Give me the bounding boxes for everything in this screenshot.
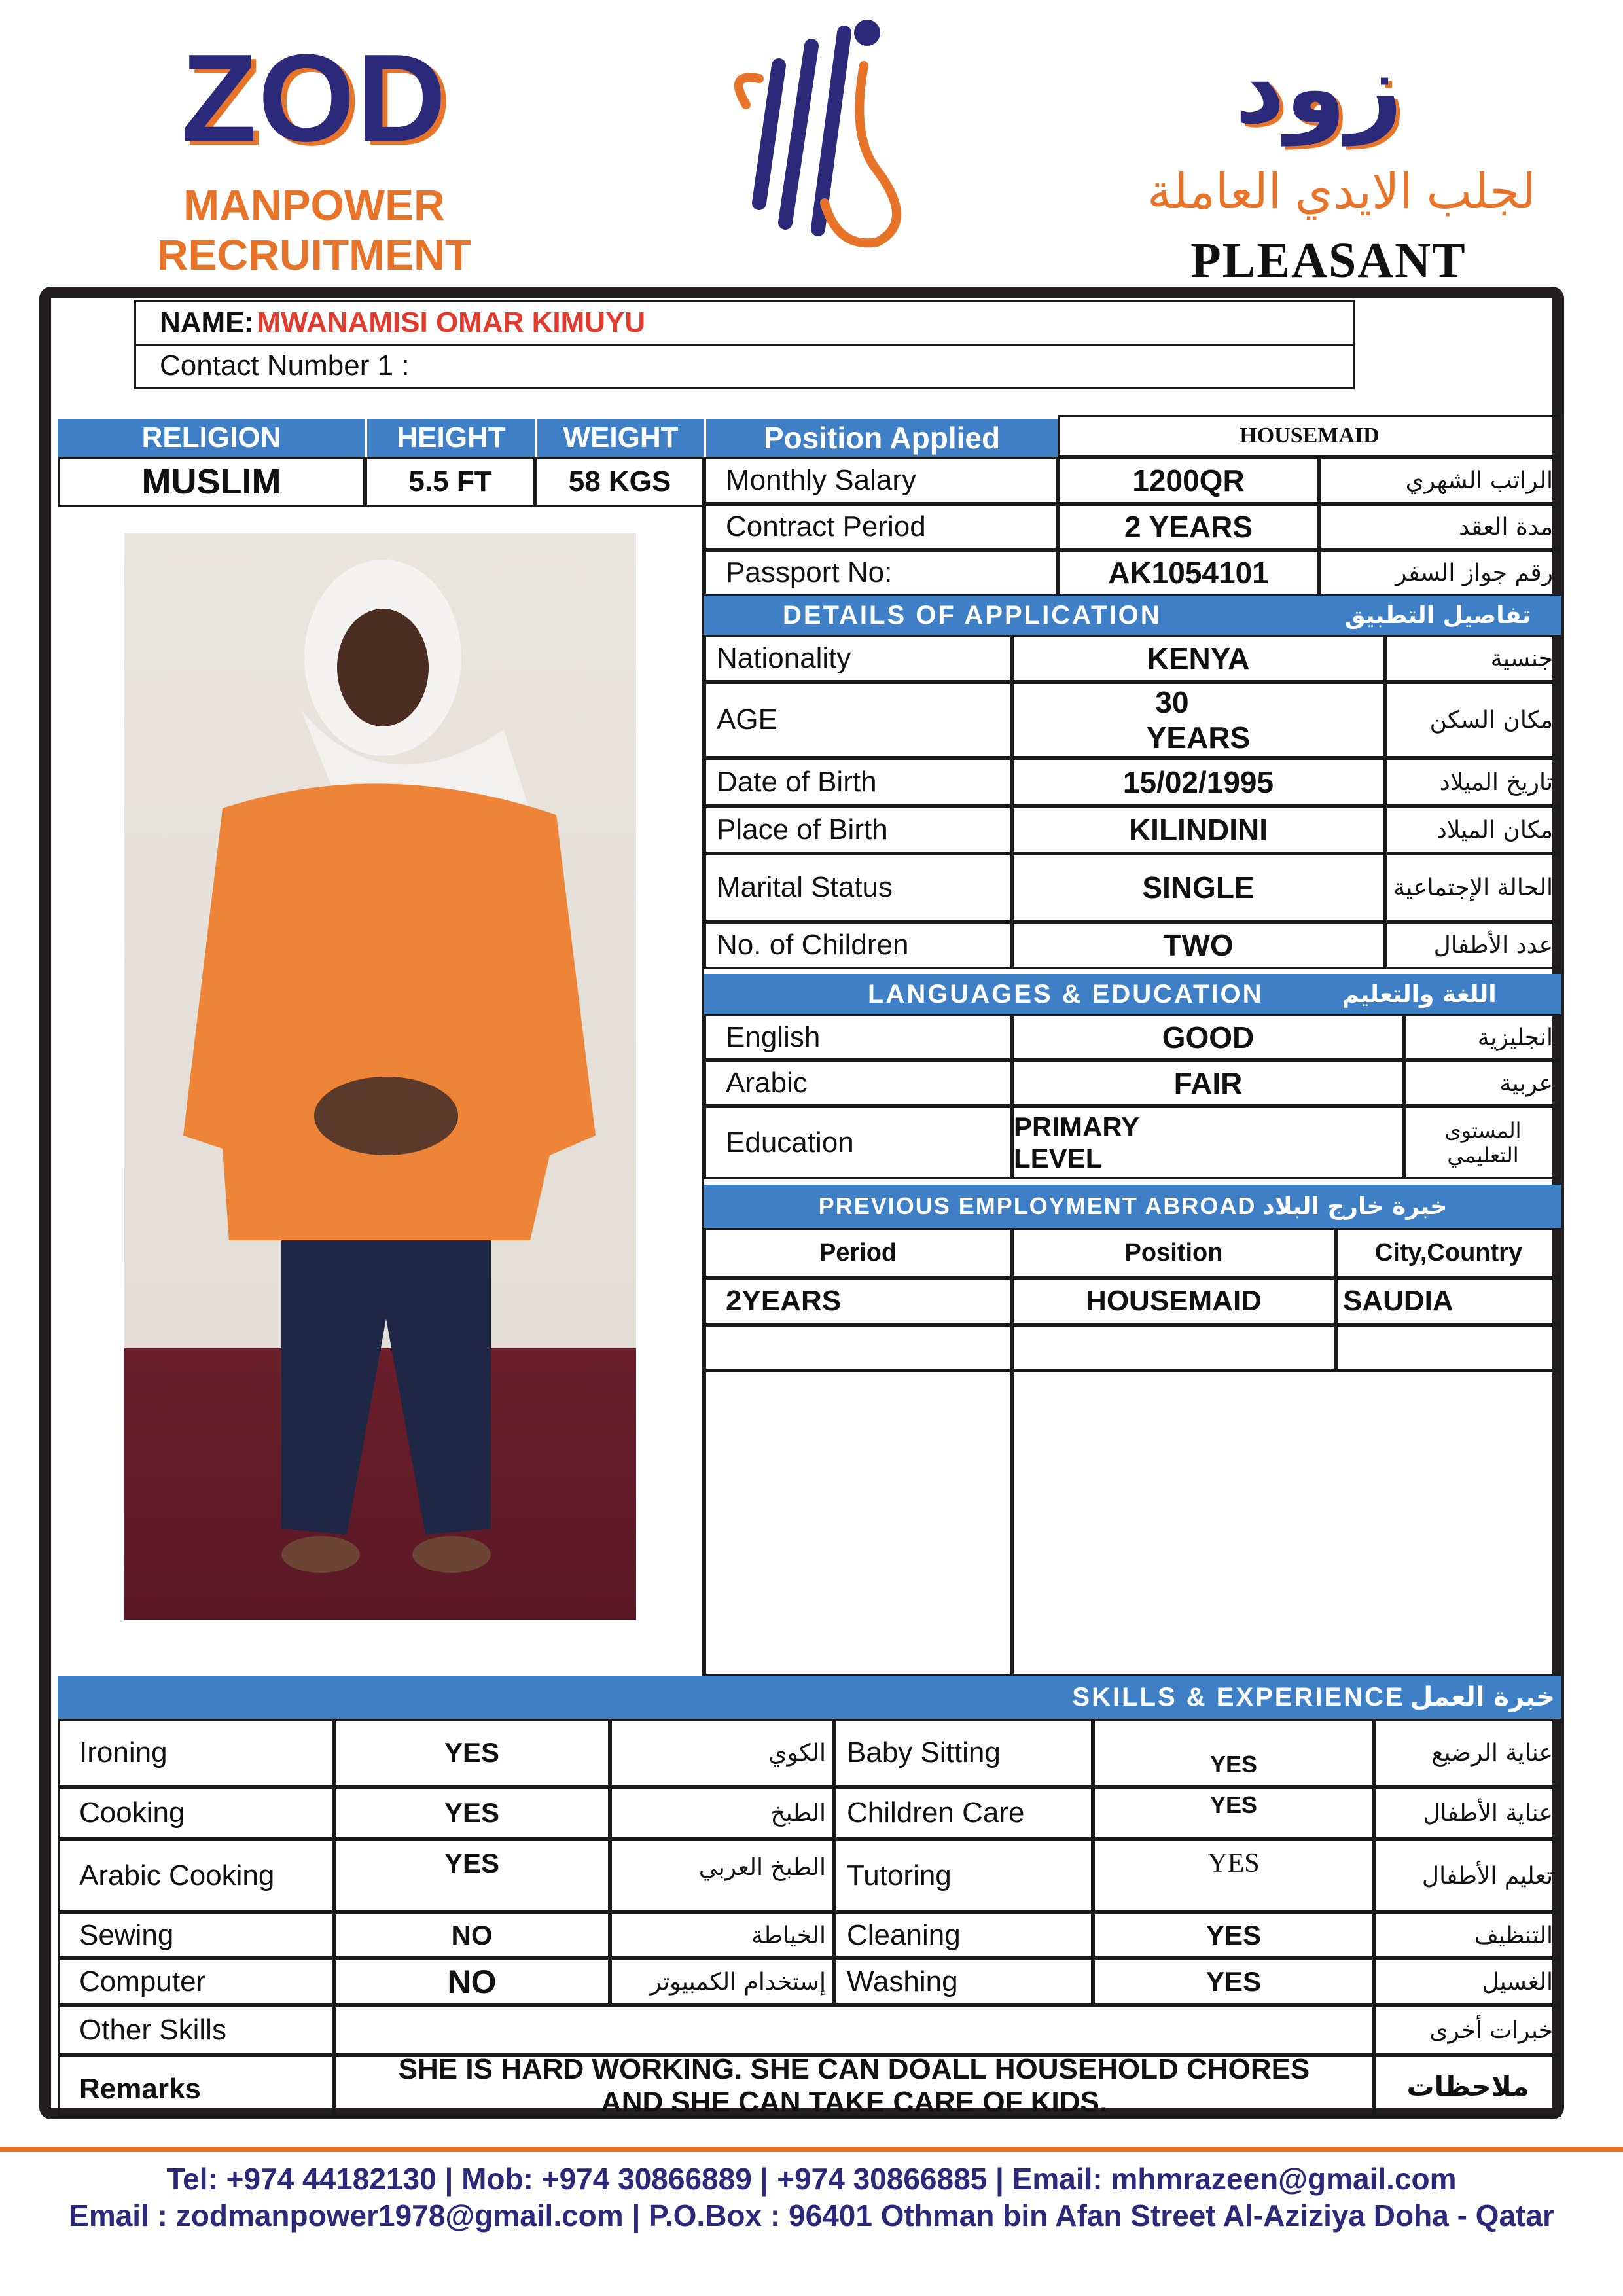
- skill-ironing-value: YES: [334, 1719, 610, 1787]
- arabic-brand-logo: زود: [1234, 33, 1403, 143]
- employment-blank-col1: [704, 1371, 1012, 1676]
- children-label: No. of Children: [704, 922, 1012, 969]
- remarks-line1: SHE IS HARD WORKING. SHE CAN DOALL HOUSEHOLD CHORES: [398, 2055, 1310, 2085]
- salary-value: 1200QR: [1058, 457, 1319, 504]
- skill-babysitting-arabic: عناية الرضيع: [1374, 1719, 1561, 1787]
- skill-washing-arabic: الغسيل: [1374, 1958, 1561, 2005]
- name-row: [134, 300, 1355, 346]
- nationality-label: Nationality: [704, 635, 1012, 682]
- education-value: [1012, 1106, 1404, 1179]
- age-value: [1012, 682, 1385, 758]
- nationality-arabic: جنسية: [1385, 635, 1561, 682]
- nationality-value: KENYA: [1012, 635, 1385, 682]
- english-arabic: انجليزية: [1404, 1014, 1561, 1060]
- employment-row-city: SAUDIA: [1336, 1278, 1561, 1325]
- age-arabic: مكان السكن: [1385, 682, 1561, 758]
- skill-childrencare-value: YES: [1093, 1787, 1374, 1839]
- marital-label: Marital Status: [704, 853, 1012, 922]
- skill-sewing-value: NO: [334, 1912, 610, 1958]
- passport-arabic: رقم جواز السفر: [1319, 550, 1561, 596]
- salary-label: Monthly Salary: [704, 457, 1058, 504]
- dob-arabic: تاريخ الميلاد: [1385, 758, 1561, 806]
- skill-computer-value: NO: [334, 1958, 610, 2005]
- religion-value: MUSLIM: [58, 457, 365, 507]
- contact-row: [134, 344, 1355, 389]
- languages-title: LANGUAGES & EDUCATION: [868, 979, 1264, 1009]
- children-arabic: عدد الأطفال: [1385, 922, 1561, 969]
- dob-value: 15/02/1995: [1012, 758, 1385, 806]
- english-value: GOOD: [1012, 1014, 1404, 1060]
- remarks-label: Remarks: [58, 2055, 334, 2117]
- pob-value: KILINDINI: [1012, 806, 1385, 853]
- marital-arabic: الحالة الإجتماعية: [1385, 853, 1561, 922]
- details-section-header: [704, 596, 1561, 635]
- employment-period-header: Period: [704, 1228, 1012, 1278]
- arabic-value: FAIR: [1012, 1060, 1404, 1106]
- employment-section-header: [704, 1185, 1561, 1228]
- other-skills-value: [334, 2005, 1374, 2055]
- languages-title-arabic: اللغة والتعليم: [1342, 980, 1497, 1008]
- remarks-line2: AND SHE CAN TAKE CARE OF KIDS.: [600, 2086, 1108, 2117]
- employment-row-period: 2YEARS: [704, 1278, 1012, 1325]
- skill-tutoring-value: YES: [1093, 1839, 1374, 1912]
- skill-cleaning-arabic: التنظيف: [1374, 1912, 1561, 1958]
- dob-label: Date of Birth: [704, 758, 1012, 806]
- passport-label: Passport No:: [704, 550, 1058, 596]
- position-applied-value: HOUSEMAID: [1058, 415, 1561, 457]
- details-title-arabic: تفاصيل التطبيق: [1344, 601, 1531, 629]
- pob-label: Place of Birth: [704, 806, 1012, 853]
- religion-header: RELIGION: [58, 419, 365, 457]
- skill-cooking-arabic: الطبخ: [610, 1787, 834, 1839]
- education-line1: PRIMARY: [1014, 1111, 1140, 1142]
- name-label: NAME:: [160, 306, 255, 338]
- marital-value: SINGLE: [1012, 853, 1385, 922]
- skill-ironing-arabic: الكوي: [610, 1719, 834, 1787]
- age-label: AGE: [704, 682, 1012, 758]
- employment-empty-period: [704, 1325, 1012, 1371]
- skill-computer-label: Computer: [58, 1958, 334, 2005]
- skill-childrencare-label: Children Care: [834, 1787, 1093, 1839]
- salary-arabic: الراتب الشهري: [1319, 457, 1561, 504]
- footer-divider: [0, 2147, 1623, 2152]
- skill-computer-arabic: إستخدام الكمبيوتر: [610, 1958, 834, 2005]
- education-arabic-line1: المستوى: [1444, 1118, 1522, 1143]
- height-header: HEIGHT: [365, 419, 535, 457]
- weight-header: WEIGHT: [535, 419, 704, 457]
- candidate-name: MWANAMISI OMAR KIMUYU: [257, 306, 646, 338]
- skill-cooking-label: Cooking: [58, 1787, 334, 1839]
- employment-blank-col2: [1012, 1371, 1561, 1676]
- age-unit: YEARS: [1146, 721, 1251, 755]
- employment-empty-position: [1012, 1325, 1336, 1371]
- skill-sewing-label: Sewing: [58, 1912, 334, 1958]
- pob-arabic: مكان الميلاد: [1385, 806, 1561, 853]
- employment-empty-city: [1336, 1325, 1561, 1371]
- remarks-value: [334, 2055, 1374, 2117]
- weight-value: 58 KGS: [535, 457, 704, 507]
- skills-title: SKILLS & EXPERIENCE: [1072, 1682, 1405, 1712]
- skill-childrencare-arabic: عناية الأطفال: [1374, 1787, 1561, 1839]
- skills-title-arabic: خبرة العمل: [1410, 1682, 1555, 1712]
- skill-cleaning-label: Cleaning: [834, 1912, 1093, 1958]
- arabic-arabic: عربية: [1404, 1060, 1561, 1106]
- contact-label: Contact Number 1 :: [160, 349, 410, 382]
- education-arabic-line2: التعليمي: [1447, 1143, 1519, 1168]
- arabic-brand-subtitle: لجلب الايدي العاملة: [1147, 164, 1536, 219]
- skill-washing-value: YES: [1093, 1958, 1374, 2005]
- contract-period-value: 2 YEARS: [1058, 504, 1319, 550]
- languages-section-header: [704, 974, 1561, 1014]
- skill-sewing-arabic: الخياطة: [610, 1912, 834, 1958]
- employment-title: PREVIOUS EMPLOYMENT ABROAD: [818, 1193, 1257, 1219]
- education-line2: LEVEL: [1014, 1143, 1103, 1174]
- details-title: DETAILS OF APPLICATION: [783, 600, 1162, 630]
- skill-arabiccooking-arabic: الطبخ العربي: [610, 1839, 834, 1912]
- skill-ironing-label: Ironing: [58, 1719, 334, 1787]
- brand-subtitle: MANPOWER RECRUITMENT: [156, 181, 472, 279]
- skill-tutoring-arabic: تعليم الأطفال: [1374, 1839, 1561, 1912]
- skill-babysitting-label: Baby Sitting: [834, 1719, 1093, 1787]
- age-number: 30: [1155, 685, 1189, 719]
- passport-value: AK1054101: [1058, 550, 1319, 596]
- education-arabic: [1404, 1106, 1561, 1179]
- skills-section-header: [58, 1676, 1561, 1719]
- skill-tutoring-label: Tutoring: [834, 1839, 1093, 1912]
- skill-cooking-value: YES: [334, 1787, 610, 1839]
- footer-contact-line1: Tel: +974 44182130 | Mob: +974 30866889 | +974 30866885 | Email: mhmrazeen@gmail.com: [166, 2162, 1457, 2196]
- height-value: 5.5 FT: [365, 457, 535, 507]
- other-skills-arabic: خبرات أخرى: [1374, 2005, 1561, 2055]
- other-skills-label: Other Skills: [58, 2005, 334, 2055]
- english-label: English: [704, 1014, 1012, 1060]
- company-logo-icon: [720, 7, 929, 268]
- remarks-arabic: ملاحظات: [1374, 2055, 1561, 2117]
- brand-logo-text: ZOD: [181, 29, 448, 168]
- employment-title-arabic: خبرة خارج البلاد: [1262, 1193, 1448, 1220]
- arabic-label: Arabic: [704, 1060, 1012, 1106]
- skill-washing-label: Washing: [834, 1958, 1093, 2005]
- footer-contact-line2: Email : zodmanpower1978@gmail.com | P.O.Box : 96401 Othman bin Afan Street Al-Aziziya Doha - Qatar: [69, 2198, 1554, 2233]
- children-value: TWO: [1012, 922, 1385, 969]
- skill-cleaning-value: YES: [1093, 1912, 1374, 1958]
- agency-name: PLEASANT: [1190, 233, 1467, 288]
- position-applied-header: Position Applied: [704, 419, 1058, 457]
- contract-period-arabic: مدة العقد: [1319, 504, 1561, 550]
- employment-city-header: City,Country: [1336, 1228, 1561, 1278]
- skill-arabiccooking-label: Arabic Cooking: [58, 1839, 334, 1912]
- employment-row-position: HOUSEMAID: [1012, 1278, 1336, 1325]
- photo-column-border: [58, 504, 704, 1676]
- contract-period-label: Contract Period: [704, 504, 1058, 550]
- skill-babysitting-value: YES: [1093, 1719, 1374, 1787]
- education-label: Education: [704, 1106, 1012, 1179]
- employment-position-header: Position: [1012, 1228, 1336, 1278]
- skill-arabiccooking-value: YES: [334, 1839, 610, 1912]
